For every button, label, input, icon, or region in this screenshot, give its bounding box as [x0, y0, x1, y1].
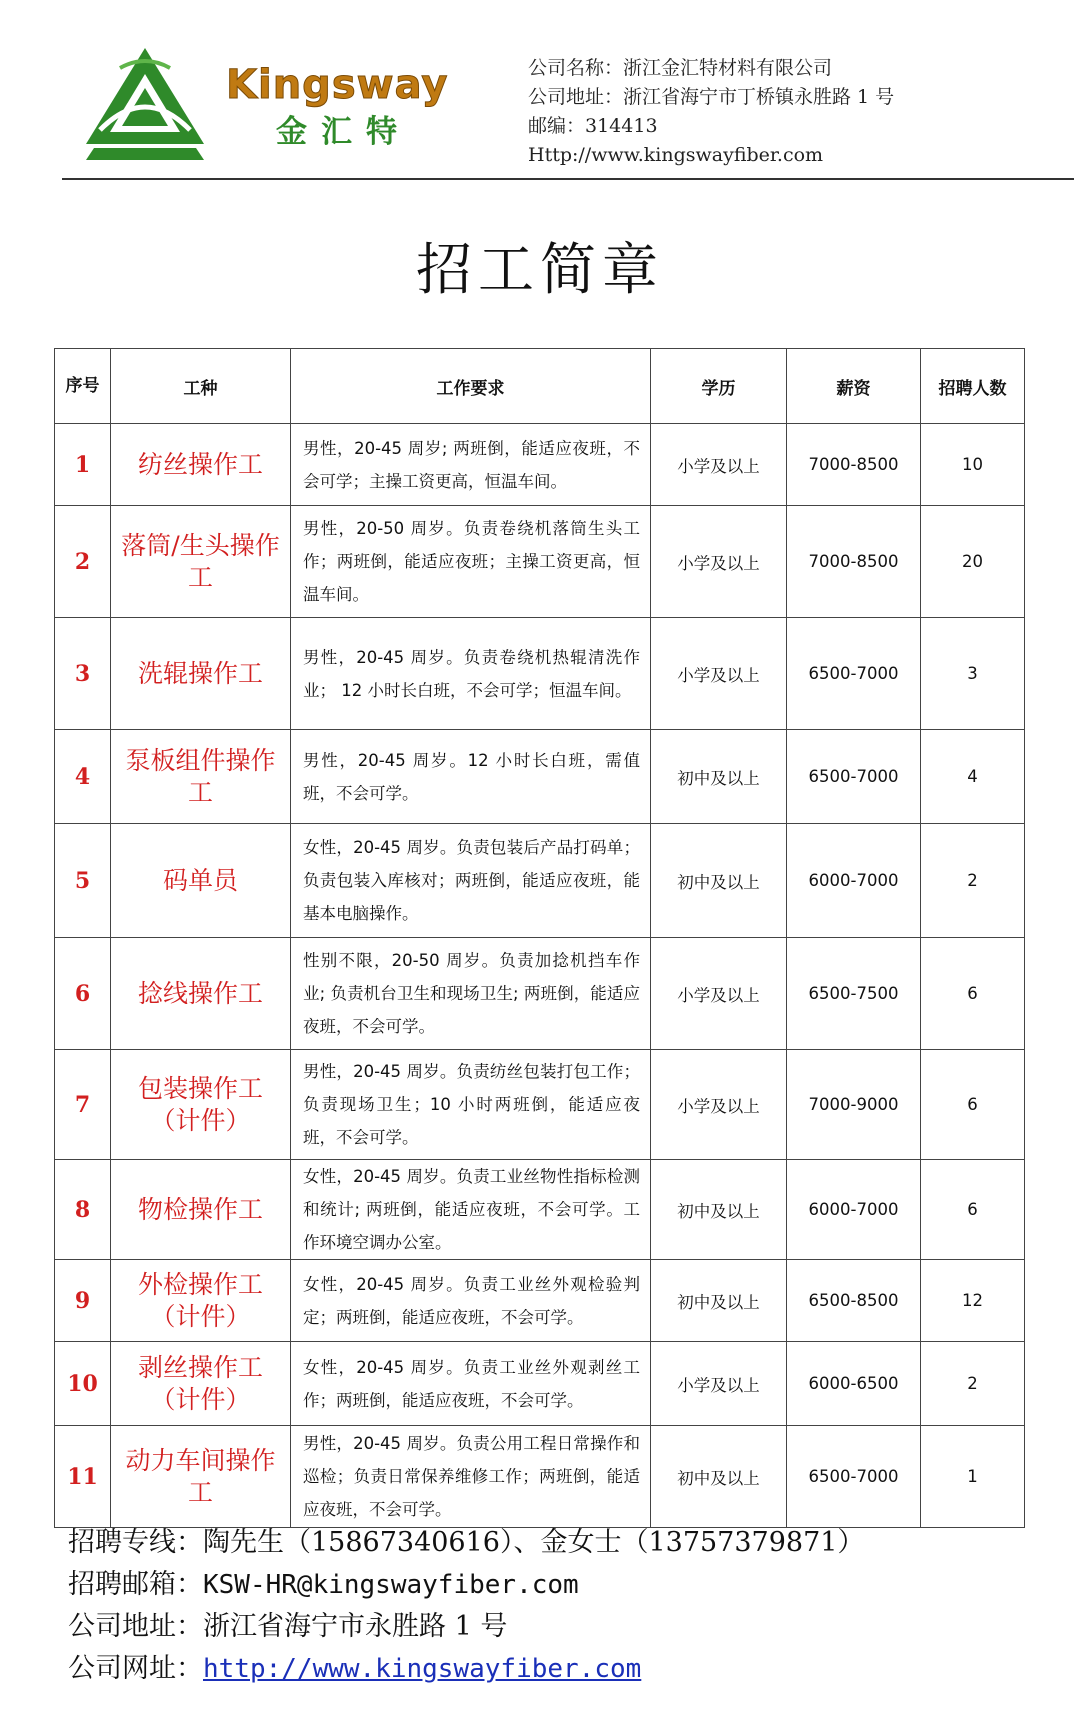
job-table	[54, 348, 1025, 1528]
row-education: 初中及以上	[651, 1426, 787, 1528]
table-row	[55, 730, 1025, 824]
row-salary: 6500-8500	[787, 1260, 921, 1342]
row-no: 10	[55, 1342, 111, 1426]
postal-code: 邮编：314413	[528, 115, 658, 137]
row-job-type: 码单员	[111, 824, 291, 938]
row-education: 小学及以上	[651, 506, 787, 618]
table-row	[55, 1342, 1025, 1426]
table-row	[55, 1160, 1025, 1260]
company-website: Http://www.kingswayfiber.com	[528, 144, 824, 166]
website-link[interactable]: http://www.kingswayfiber.com	[203, 1654, 642, 1684]
row-no: 2	[55, 506, 111, 618]
row-salary: 7000-8500	[787, 424, 921, 506]
table-row	[55, 938, 1025, 1050]
row-education: 小学及以上	[651, 618, 787, 730]
table-row	[55, 618, 1025, 730]
row-no: 11	[55, 1426, 111, 1528]
table-row	[55, 824, 1025, 938]
row-requirements: 男性，20-45 周岁; 两班倒，能适应夜班，不会可学；主操工资更高，恒温车间。	[291, 424, 651, 506]
row-job-type: 捻线操作工	[111, 938, 291, 1050]
row-salary: 6500-7500	[787, 938, 921, 1050]
row-education: 小学及以上	[651, 1050, 787, 1160]
row-count: 12	[921, 1260, 1025, 1342]
website-line	[68, 1648, 864, 1690]
row-education: 初中及以上	[651, 1160, 787, 1260]
website-label: 公司网址：	[68, 1653, 203, 1684]
header-salary: 薪资	[787, 349, 921, 424]
row-count: 6	[921, 1050, 1025, 1160]
row-count: 2	[921, 824, 1025, 938]
row-job-type: 洗辊操作工	[111, 618, 291, 730]
row-education: 小学及以上	[651, 424, 787, 506]
row-salary: 7000-8500	[787, 506, 921, 618]
row-education: 初中及以上	[651, 1260, 787, 1342]
address-label: 公司地址：	[68, 1611, 203, 1642]
row-salary: 6000-6500	[787, 1342, 921, 1426]
row-salary: 6500-7000	[787, 730, 921, 824]
row-count: 6	[921, 1160, 1025, 1260]
row-no: 6	[55, 938, 111, 1050]
row-job-type: 剥丝操作工（计件）	[111, 1342, 291, 1426]
table-row	[55, 424, 1025, 506]
table-row	[55, 1050, 1025, 1160]
header-education: 学历	[651, 349, 787, 424]
email-label: 招聘邮箱：	[68, 1569, 203, 1600]
company-info	[528, 54, 894, 170]
letterhead	[0, 0, 1080, 182]
row-requirements: 女性，20-45 周岁。负责包装后产品打码单；负责包装入库核对；两班倒，能适应夜班，能基本电脑操作。	[291, 824, 651, 938]
row-count: 20	[921, 506, 1025, 618]
row-count: 4	[921, 730, 1025, 824]
row-requirements: 女性，20-45 周岁。负责工业丝外观检验判定；两班倒，能适应夜班，不会可学。	[291, 1260, 651, 1342]
contact-footer	[68, 1522, 864, 1690]
header-type: 工种	[111, 349, 291, 424]
header-requirements: 工作要求	[291, 349, 651, 424]
company-address: 公司地址：浙江省海宁市丁桥镇永胜路 1 号	[528, 86, 895, 108]
row-requirements: 女性，20-45 周岁。负责工业丝物性指标检测和统计; 两班倒，能适应夜班，不会可学。工作环境空调办公室。	[291, 1160, 651, 1260]
email-value: KSW-HR@kingswayfiber.com	[203, 1570, 579, 1600]
row-no: 4	[55, 730, 111, 824]
row-requirements: 男性，20-50 周岁。负责卷绕机落筒生头工作；两班倒，能适应夜班；主操工资更高，恒温车间。	[291, 506, 651, 618]
address-line	[68, 1606, 864, 1648]
row-count: 6	[921, 938, 1025, 1050]
row-no: 8	[55, 1160, 111, 1260]
row-requirements: 男性，20-45 周岁。负责纺丝包装打包工作；负责现场卫生；10 小时两班倒，能适应夜班，不会可学。	[291, 1050, 651, 1160]
row-requirements: 男性，20-45 周岁。负责卷绕机热辊清洗作业； 12 小时长白班，不会可学；恒温车间。	[291, 618, 651, 730]
header-divider	[62, 178, 1074, 180]
row-count: 3	[921, 618, 1025, 730]
row-count: 10	[921, 424, 1025, 506]
row-salary: 6500-7000	[787, 1426, 921, 1528]
row-no: 5	[55, 824, 111, 938]
hotline-label: 招聘专线：	[68, 1527, 203, 1558]
row-no: 9	[55, 1260, 111, 1342]
table-header-row	[55, 349, 1025, 424]
hotline-line	[68, 1522, 864, 1564]
brand-name-cn: 金汇特	[276, 114, 411, 150]
row-salary: 6000-7000	[787, 1160, 921, 1260]
row-requirements: 性别不限，20-50 周岁。负责加捻机挡车作业; 负责机台卫生和现场卫生; 两班倒，能适应夜班，不会可学。	[291, 938, 651, 1050]
header-no: 序号	[55, 349, 111, 424]
brand-name-en: Kingsway	[226, 62, 449, 108]
table-row	[55, 1426, 1025, 1528]
row-requirements: 女性，20-45 周岁。负责工业丝外观剥丝工作；两班倒，能适应夜班，不会可学。	[291, 1342, 651, 1426]
header-count: 招聘人数	[921, 349, 1025, 424]
email-line	[68, 1564, 864, 1606]
row-requirements: 男性，20-45 周岁。12 小时长白班，需值班，不会可学。	[291, 730, 651, 824]
row-no: 3	[55, 618, 111, 730]
row-no: 1	[55, 424, 111, 506]
row-salary: 7000-9000	[787, 1050, 921, 1160]
row-salary: 6000-7000	[787, 824, 921, 938]
row-count: 1	[921, 1426, 1025, 1528]
row-job-type: 纺丝操作工	[111, 424, 291, 506]
row-count: 2	[921, 1342, 1025, 1426]
row-job-type: 物检操作工	[111, 1160, 291, 1260]
row-education: 初中及以上	[651, 824, 787, 938]
table-row	[55, 506, 1025, 618]
row-education: 小学及以上	[651, 938, 787, 1050]
row-education: 初中及以上	[651, 730, 787, 824]
row-job-type: 泵板组件操作工	[111, 730, 291, 824]
row-education: 小学及以上	[651, 1342, 787, 1426]
row-job-type: 落筒/生头操作工	[111, 506, 291, 618]
table-row	[55, 1260, 1025, 1342]
row-job-type: 外检操作工（计件）	[111, 1260, 291, 1342]
row-job-type: 动力车间操作工	[111, 1426, 291, 1528]
row-salary: 6500-7000	[787, 618, 921, 730]
page-title: 招工简章	[416, 238, 664, 303]
company-name: 公司名称：浙江金汇特材料有限公司	[528, 57, 833, 79]
kingsway-logo-icon	[80, 44, 210, 164]
hotline-value: 陶先生（15867340616）、金女士（13757379871）	[203, 1527, 865, 1558]
row-no: 7	[55, 1050, 111, 1160]
row-job-type: 包装操作工（计件）	[111, 1050, 291, 1160]
address-value: 浙江省海宁市永胜路 1 号	[203, 1611, 508, 1642]
row-requirements: 男性，20-45 周岁。负责公用工程日常操作和巡检；负责日常保养维修工作；两班倒，能适应夜班，不会可学。	[291, 1426, 651, 1528]
